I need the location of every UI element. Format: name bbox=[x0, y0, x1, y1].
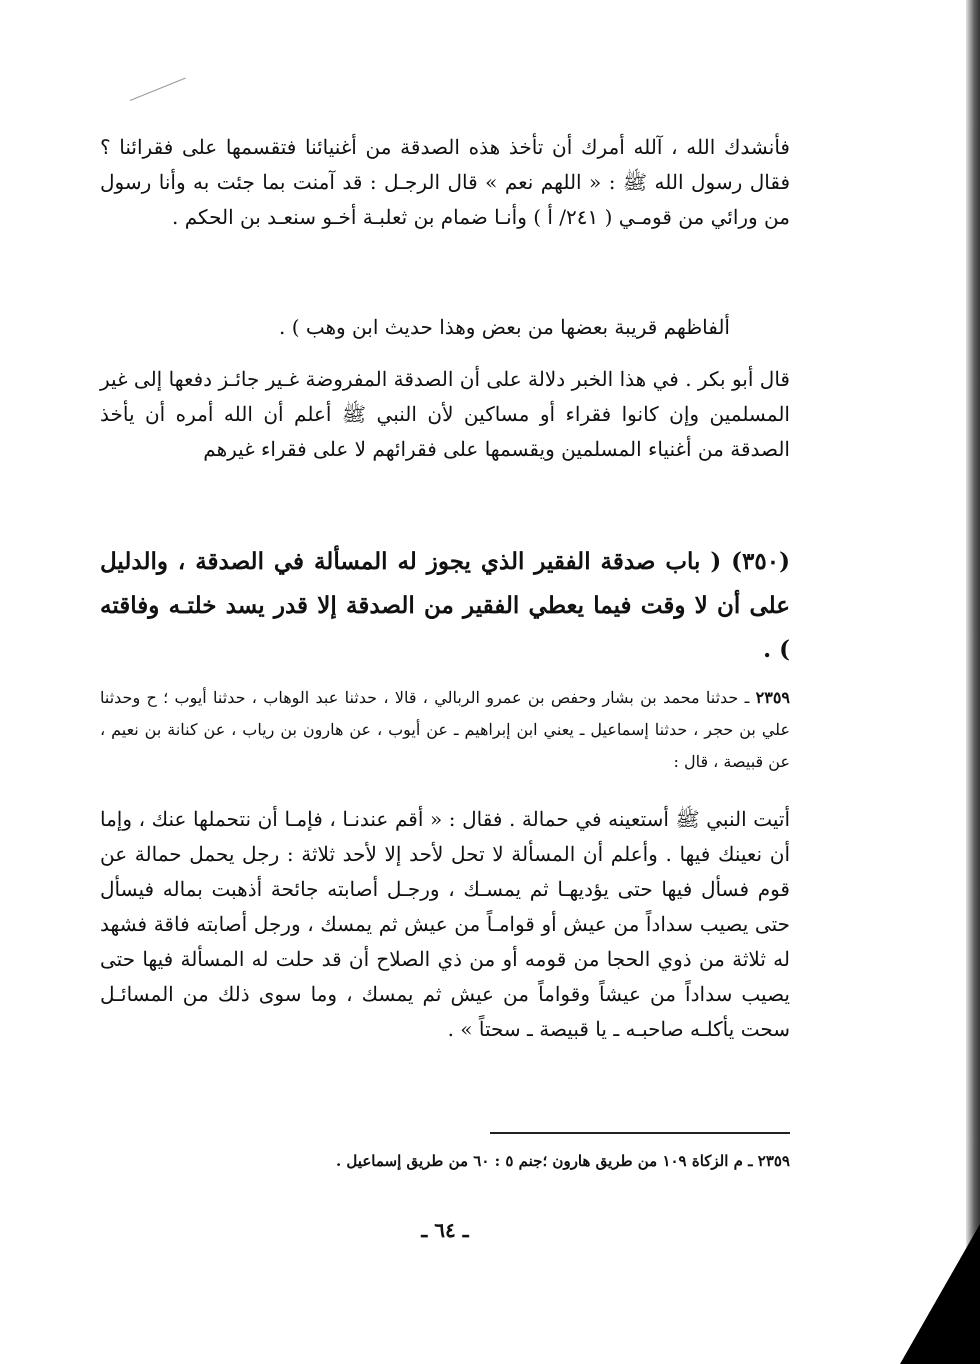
footnote: ٢٣٥٩ ـ م الزكاة ١٠٩ من طريق هارون ؛جنم ٥ : ٦٠ من طريق إسماعيل . bbox=[335, 1152, 790, 1170]
hadith-chain bbox=[100, 682, 790, 778]
paragraph-1: فأنشدك الله ، آلله أمرك أن تأخذ هذه الصدقة من أغنيائنا فتقسمها على فقرائنا ؟ فقال رسول الله ﷺ : « اللهم نعم » قال الرجـل : قد آمنت بما جئت به وأنا رسول من ورائي من قومـي ( ٢٤١/ أ ) وأنـا ضمام بن ثعلبـة أخـو سنعـد بن الحكم . bbox=[100, 135, 790, 229]
hadith-chain-text: ـ حدثنا محمد بن بشار وحفص بن عمرو الربالي ، قالا ، حدثنا عبد الوهاب ، حدثنا أيوب ؛ ح وحدثنا علي بن حجر ، حدثنا إسماعيل ـ يعني ابن إبراهيم ـ عن أيوب ، عن هارون بن رياب ، عن كنانة بن نعيم ، عن قبيصة ، قال : bbox=[100, 688, 790, 771]
chapter-heading: (٣٥٠) ( باب صدقة الفقير الذي يجوز له المسألة في الصدقة ، والدليل على أن لا وقت فيما يعطي الفقير من الصدقة إلا قدر يسد خلتـه وفاقته ) . bbox=[100, 548, 790, 663]
scan-edge-shadow bbox=[966, 0, 980, 1364]
scan-corner-artifact bbox=[900, 1224, 980, 1364]
footnote-divider bbox=[490, 1132, 790, 1134]
paragraph-4: أتيت النبي ﷺ أستعينه في حمالة . فقال : « أقم عندنـا ، فإمـا أن نتحملها عنك ، وإما أن نعينك فيها . وأعلم أن المسألة لا تحل لأحد إلا لأحد ثلاثة : رجل يحمل حمالة عن قوم فسأل فيها حتى يؤديهـا ثم يمسـك ، ورجـل أصابته جائحة أذهبت بماله فيسأل حتى يصيب سداداً من عيش أو قوامـاً من عيش ثم يمسك ، ورجل أصابته فاقة فشهد له ثلاثة من ذوي الحجا من قومه أو من ذي الصلاح أن قد حلت له المسألة فيها حتى يصيب سداداً من عيشاً وقواماً من عيش ثم يمسك ، وما سوى ذلك من المسائـل سحت يأكلـه صاحبـه ـ يا قبيصة ـ سحتاً » . bbox=[100, 807, 790, 1041]
page-number: ـ ٦٤ ـ bbox=[421, 1218, 469, 1242]
scan-scratch-mark bbox=[130, 78, 186, 101]
paragraph-3: قال أبو بكر . في هذا الخبر دلالة على أن الصدقة المفروضة غـير جائـز دفعها إلى غير المسلمين وإن كانوا فقراء أو مساكين لأن النبي ﷺ أعلم أن الله أمره أن يأخذ الصدقة من أغنياء المسلمين ويقسمها على فقرائهم لا على فقراء غيرهم bbox=[100, 367, 790, 461]
hadith-number: ٢٣٥٩ bbox=[755, 688, 790, 707]
paragraph-2: ألفاظهم قريبة بعضها من بعض وهذا حديث ابن وهب ) . bbox=[278, 315, 730, 339]
